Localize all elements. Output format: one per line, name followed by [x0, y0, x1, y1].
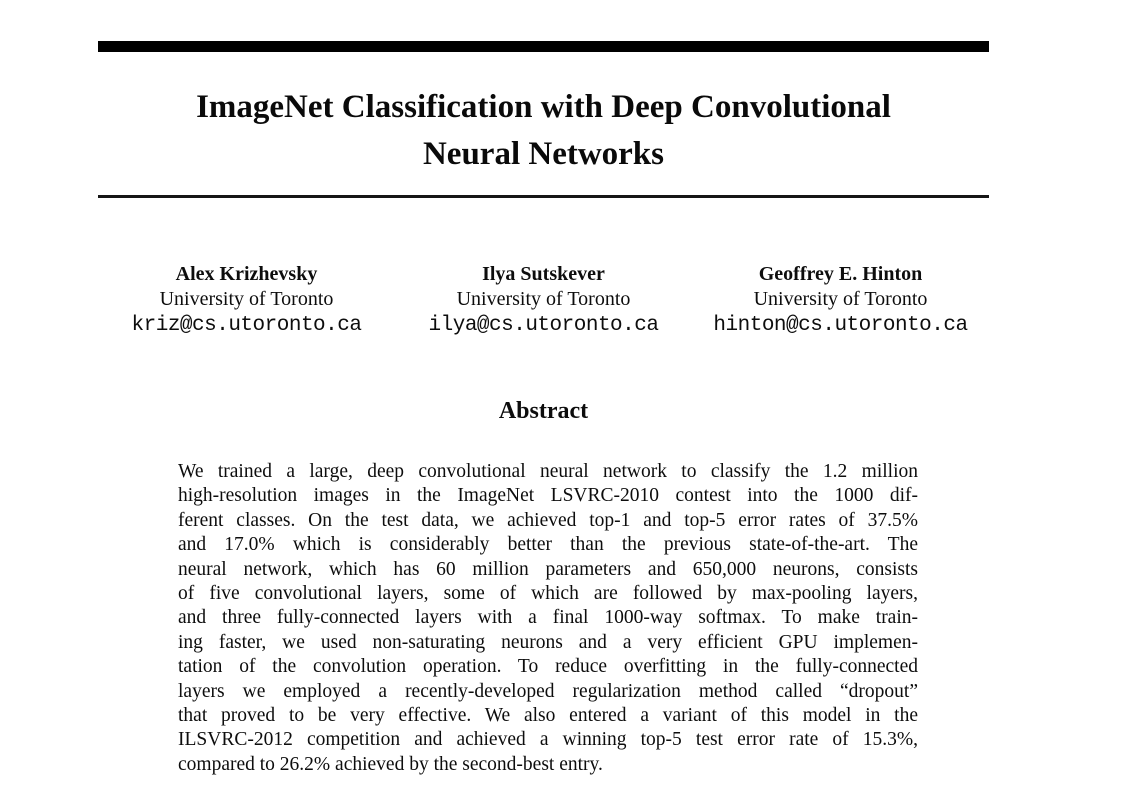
author-affiliation: University of Toronto	[753, 288, 928, 310]
abstract-line: tation of the convolution operation. To reduce overfitting in the fully-connected	[178, 656, 918, 678]
abstract-line: ferent classes. On the test data, we achieved top-1 and top-5 error rates of 37.5%	[178, 509, 918, 531]
author-name: Alex Krizhevsky	[175, 263, 318, 285]
author-block	[98, 261, 989, 340]
author-affiliation: University of Toronto	[159, 288, 334, 310]
author-affiliation: University of Toronto	[456, 288, 631, 310]
author-sutskever	[395, 261, 692, 340]
top-rule	[98, 41, 989, 52]
abstract-line: of five convolutional layers, some of which are followed by max-pooling layers,	[178, 583, 918, 605]
abstract-line: ILSVRC-2012 competition and achieved a winning top-5 test error rate of 15.3%,	[178, 729, 918, 751]
paper-title-line-1: ImageNet Classification with Deep Convolutional	[196, 89, 891, 125]
abstract-line: that proved to be very effective. We also entered a variant of this model in the	[178, 705, 918, 727]
abstract-line: neural network, which has 60 million parameters and 650,000 neurons, consists	[178, 558, 918, 580]
abstract-line: We trained a large, deep convolutional neural network to classify the 1.2 million	[178, 461, 918, 482]
author-email: ilya@cs.utoronto.ca	[428, 314, 659, 337]
abstract-line: compared to 26.2% achieved by the second-best entry.	[178, 753, 603, 775]
paper-title	[98, 84, 989, 178]
abstract-body	[178, 460, 918, 777]
author-email: kriz@cs.utoronto.ca	[131, 314, 362, 337]
abstract-heading: Abstract	[498, 398, 589, 424]
author-krizhevsky	[98, 261, 395, 340]
author-hinton	[692, 261, 989, 340]
paper-title-line-2: Neural Networks	[422, 136, 665, 172]
title-rule	[98, 195, 989, 198]
abstract-line: layers we employed a recently-developed regularization method called “dropout”	[178, 680, 918, 702]
abstract-line: ing faster, we used non-saturating neurons and a very efficient GPU implemen-	[178, 631, 918, 653]
author-name: Geoffrey E. Hinton	[758, 263, 923, 285]
abstract-line: and three fully-connected layers with a final 1000-way softmax. To make train-	[178, 607, 918, 629]
author-name: Ilya Sutskever	[482, 263, 605, 285]
author-email: hinton@cs.utoronto.ca	[713, 314, 968, 337]
abstract-line: and 17.0% which is considerably better than the previous state-of-the-art. The	[178, 534, 918, 556]
abstract-line: high-resolution images in the ImageNet LSVRC-2010 contest into the 1000 dif-	[178, 485, 918, 507]
